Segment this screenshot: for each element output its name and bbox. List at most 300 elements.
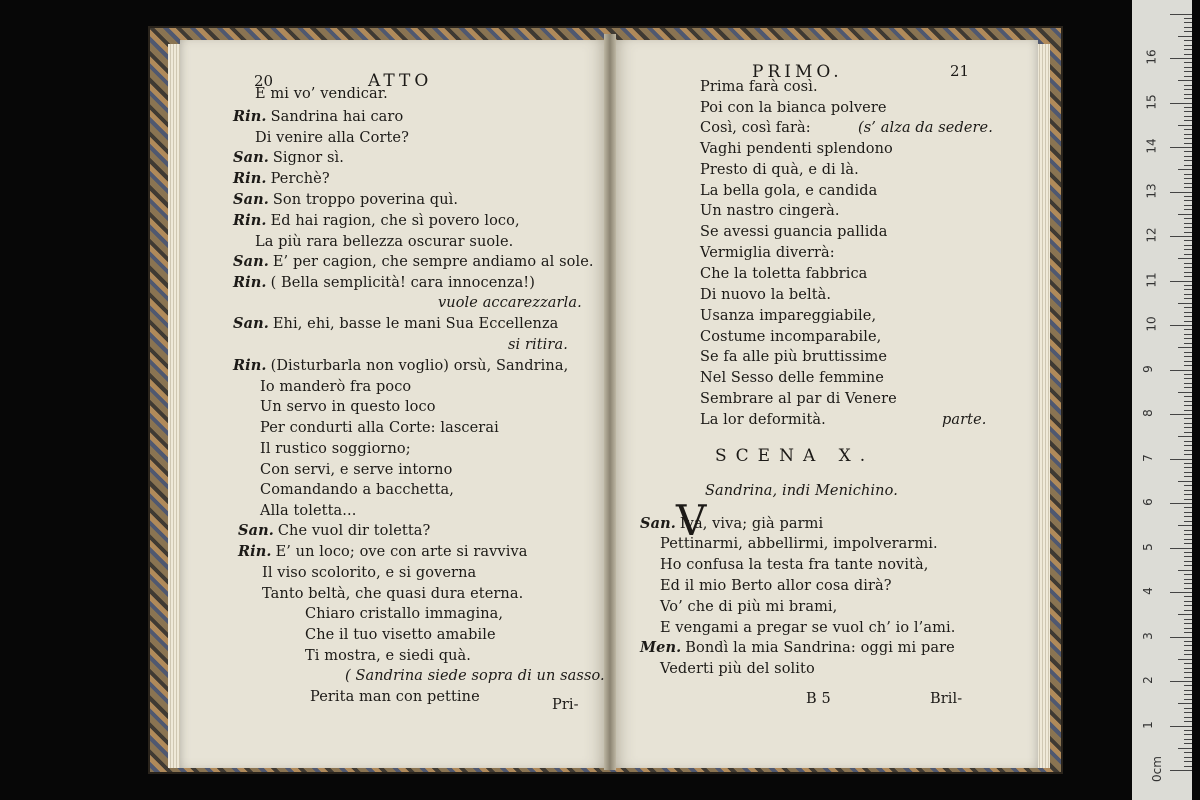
left-catchword: Pri- bbox=[552, 697, 579, 713]
ruler-tick bbox=[1184, 579, 1192, 580]
verse-line bbox=[660, 619, 955, 637]
ruler-tick bbox=[1170, 236, 1192, 237]
line-text: E’ per cagion, che sempre andiamo al sole. bbox=[272, 254, 594, 270]
ruler-label: 7 bbox=[1140, 453, 1155, 462]
line-text: (Disturbarla non voglio) orsù, Sandrina, bbox=[270, 358, 569, 374]
verse-line bbox=[305, 626, 496, 644]
verse-line bbox=[238, 522, 430, 540]
ruler-tick bbox=[1184, 588, 1192, 589]
ruler-tick bbox=[1184, 54, 1192, 55]
ruler-tick bbox=[1184, 628, 1192, 629]
ruler-tick bbox=[1184, 556, 1192, 557]
stage-direction bbox=[942, 411, 986, 429]
line-text: Costume incomparabile, bbox=[700, 329, 882, 345]
stage-direction bbox=[345, 667, 605, 685]
ruler-tick bbox=[1184, 499, 1192, 500]
speaker-label: San. bbox=[640, 515, 676, 532]
ruler-tick bbox=[1178, 169, 1192, 170]
line-text: E mi vo’ vendicar. bbox=[255, 86, 388, 102]
ruler-tick bbox=[1184, 396, 1192, 397]
verse-line bbox=[233, 253, 594, 271]
verse-line bbox=[260, 398, 436, 416]
verse-line bbox=[660, 660, 815, 678]
left-page-number: 20 bbox=[254, 72, 274, 90]
ruler-tick bbox=[1184, 223, 1192, 224]
ruler-tick bbox=[1184, 690, 1192, 691]
ruler-tick bbox=[1170, 637, 1192, 638]
verse-line bbox=[260, 502, 356, 520]
verse-line bbox=[233, 108, 403, 126]
line-text: Il viso scolorito, e si governa bbox=[262, 565, 477, 581]
speaker-label: San. bbox=[233, 149, 269, 166]
line-text: Di venire alla Corte? bbox=[255, 130, 409, 146]
line-text: Sandrina hai caro bbox=[270, 109, 404, 125]
ruler-tick bbox=[1184, 752, 1192, 753]
ruler-tick bbox=[1184, 717, 1192, 718]
ruler-tick bbox=[1184, 31, 1192, 32]
ruler-tick bbox=[1184, 321, 1192, 322]
ruler-tick bbox=[1184, 138, 1192, 139]
ruler-tick bbox=[1184, 743, 1192, 744]
ruler-tick bbox=[1184, 285, 1192, 286]
ruler-tick bbox=[1184, 685, 1192, 686]
ruler-tick bbox=[1178, 525, 1192, 526]
ruler-tick bbox=[1178, 36, 1192, 37]
verse-line bbox=[700, 369, 884, 387]
ruler-tick bbox=[1184, 62, 1192, 63]
ruler-tick bbox=[1184, 401, 1192, 402]
ruler-tick bbox=[1184, 107, 1192, 108]
verse-line bbox=[255, 129, 409, 147]
ruler-tick bbox=[1170, 548, 1192, 549]
ruler-tick bbox=[1184, 467, 1192, 468]
ruler-tick bbox=[1184, 610, 1192, 611]
ruler-tick bbox=[1184, 641, 1192, 642]
ruler-tick bbox=[1170, 681, 1192, 682]
ruler-tick bbox=[1184, 494, 1192, 495]
ruler-tick bbox=[1184, 534, 1192, 535]
line-text: Ho confusa la testa fra tante novità, bbox=[660, 557, 929, 573]
ruler-tick bbox=[1170, 281, 1192, 282]
verse-line bbox=[700, 390, 897, 408]
ruler-tick bbox=[1184, 677, 1192, 678]
verse-line bbox=[640, 639, 955, 657]
left-running-head: ATTO bbox=[368, 71, 433, 91]
verse-line bbox=[260, 378, 411, 396]
line-text: La più rara bellezza oscurar suole. bbox=[255, 234, 514, 250]
drop-capital: V bbox=[676, 496, 707, 545]
ruler-tick bbox=[1184, 521, 1192, 522]
ruler-tick bbox=[1184, 596, 1192, 597]
ruler-label: 1 bbox=[1140, 720, 1155, 729]
verse-line bbox=[700, 223, 888, 241]
ruler-tick bbox=[1184, 472, 1192, 473]
speaker-label: Rin. bbox=[233, 274, 267, 291]
line-text: E vengami a pregar se vuol ch’ io l’ami. bbox=[660, 620, 956, 636]
scene-persons: Sandrina, indi Menichino. bbox=[705, 483, 898, 499]
ruler-tick bbox=[1184, 507, 1192, 508]
line-text: Che vuol dir toletta? bbox=[277, 523, 431, 539]
ruler-tick bbox=[1184, 694, 1192, 695]
ruler-tick bbox=[1184, 129, 1192, 130]
ruler-tick bbox=[1170, 370, 1192, 371]
ruler-tick bbox=[1184, 463, 1192, 464]
ruler-tick bbox=[1184, 294, 1192, 295]
line-text: Ti mostra, e siedi quà. bbox=[305, 648, 472, 664]
ruler-tick bbox=[1184, 267, 1192, 268]
ruler-tick bbox=[1184, 423, 1192, 424]
stage-direction bbox=[438, 294, 582, 312]
line-text: parte. bbox=[942, 412, 987, 428]
ruler-tick bbox=[1170, 414, 1192, 415]
ruler-tick bbox=[1184, 263, 1192, 264]
stage-direction bbox=[508, 336, 568, 354]
speaker-label: Rin. bbox=[233, 170, 267, 187]
ruler-label: 14 bbox=[1144, 138, 1159, 154]
line-text: Vermiglia diverrà: bbox=[700, 245, 835, 261]
ruler-tick bbox=[1184, 120, 1192, 121]
verse-line bbox=[255, 85, 388, 103]
ruler-tick bbox=[1178, 748, 1192, 749]
ruler-tick bbox=[1184, 45, 1192, 46]
ruler-tick bbox=[1170, 58, 1192, 59]
verse-line bbox=[700, 202, 840, 220]
verse-line bbox=[262, 585, 523, 603]
verse-line bbox=[700, 265, 867, 283]
ruler-tick bbox=[1184, 654, 1192, 655]
line-text: Così, così farà: bbox=[700, 120, 811, 136]
ruler-tick bbox=[1184, 410, 1192, 411]
verse-line bbox=[260, 419, 499, 437]
ruler-tick bbox=[1184, 94, 1192, 95]
ruler-tick bbox=[1184, 712, 1192, 713]
speaker-label: Rin. bbox=[238, 543, 272, 560]
line-text: Ehi, ehi, basse le mani Sua Eccellenza bbox=[272, 316, 559, 332]
ruler-tick bbox=[1184, 187, 1192, 188]
ruler-tick bbox=[1184, 374, 1192, 375]
ruler-tick bbox=[1184, 67, 1192, 68]
ruler-tick bbox=[1170, 770, 1192, 771]
ruler-tick bbox=[1184, 196, 1192, 197]
ruler-tick bbox=[1178, 303, 1192, 304]
line-text: Sembrare al par di Venere bbox=[700, 391, 897, 407]
ruler-tick bbox=[1184, 699, 1192, 700]
verse-line bbox=[233, 170, 330, 188]
ruler-tick bbox=[1178, 258, 1192, 259]
ruler-tick bbox=[1170, 147, 1192, 148]
speaker-label: San. bbox=[233, 253, 269, 270]
ruler-tick bbox=[1184, 156, 1192, 157]
line-text: Signor sì. bbox=[272, 150, 345, 166]
verse-line bbox=[700, 411, 826, 429]
ruler-tick bbox=[1178, 125, 1192, 126]
ruler-tick bbox=[1184, 605, 1192, 606]
verse-line bbox=[700, 286, 831, 304]
ruler-label: 11 bbox=[1144, 271, 1159, 288]
ruler-tick bbox=[1184, 721, 1192, 722]
ruler-tick bbox=[1184, 663, 1192, 664]
line-text: Tanto beltà, che quasi dura eterna. bbox=[262, 586, 524, 602]
ruler-tick bbox=[1184, 623, 1192, 624]
ruler-tick bbox=[1184, 766, 1192, 767]
ruler-label: 4 bbox=[1140, 587, 1155, 595]
verse-line bbox=[700, 307, 876, 325]
ruler-tick bbox=[1184, 761, 1192, 762]
line-text: La bella gola, e candida bbox=[700, 183, 878, 199]
ruler-tick bbox=[1184, 530, 1192, 531]
ruler-tick bbox=[1184, 143, 1192, 144]
verse-line bbox=[255, 233, 513, 251]
verse-line bbox=[700, 99, 887, 117]
speaker-label: Rin. bbox=[233, 212, 267, 229]
verse-line bbox=[660, 577, 892, 595]
ruler-tick bbox=[1184, 565, 1192, 566]
line-text: E’ un loco; ove con arte si ravviva bbox=[275, 544, 528, 560]
ruler-tick bbox=[1178, 481, 1192, 482]
ruler-tick bbox=[1184, 338, 1192, 339]
line-text: Prima farà così. bbox=[700, 79, 818, 95]
ruler-tick bbox=[1184, 205, 1192, 206]
ruler-tick bbox=[1184, 98, 1192, 99]
ruler-tick bbox=[1184, 708, 1192, 709]
ruler-label: 16 bbox=[1144, 49, 1159, 65]
line-text: Son troppo poverina quì. bbox=[272, 192, 459, 208]
ruler-label: 0cm bbox=[1149, 756, 1164, 782]
ruler-tick bbox=[1170, 726, 1192, 727]
line-text: Il rustico soggiorno; bbox=[260, 441, 411, 457]
line-text: Se fa alle più bruttissime bbox=[700, 349, 888, 365]
verse-line bbox=[305, 605, 503, 623]
ruler-tick bbox=[1184, 209, 1192, 210]
ruler-tick bbox=[1184, 307, 1192, 308]
ruler-tick bbox=[1184, 289, 1192, 290]
ruler-tick bbox=[1184, 539, 1192, 540]
measurement-ruler bbox=[1132, 0, 1192, 800]
ruler-tick bbox=[1184, 183, 1192, 184]
ruler-tick bbox=[1184, 650, 1192, 651]
line-text: Perita man con pettine bbox=[310, 689, 480, 705]
ruler-tick bbox=[1184, 619, 1192, 620]
ruler-tick bbox=[1170, 459, 1192, 460]
ruler-tick bbox=[1184, 276, 1192, 277]
line-text: Di nuovo la beltà. bbox=[700, 287, 832, 303]
ruler-label: 9 bbox=[1140, 364, 1155, 373]
verse-line bbox=[260, 481, 454, 499]
ruler-tick bbox=[1184, 76, 1192, 77]
verse-line bbox=[233, 191, 458, 209]
ruler-tick bbox=[1184, 427, 1192, 428]
ruler-tick bbox=[1184, 174, 1192, 175]
ruler-tick bbox=[1170, 592, 1192, 593]
ruler-tick bbox=[1178, 214, 1192, 215]
verse-line bbox=[310, 688, 480, 706]
ruler-tick bbox=[1184, 160, 1192, 161]
ruler-tick bbox=[1184, 89, 1192, 90]
ruler-tick bbox=[1184, 454, 1192, 455]
ruler-tick bbox=[1184, 316, 1192, 317]
ruler-label: 2 bbox=[1140, 676, 1155, 684]
scene-heading: SCENA X. bbox=[715, 446, 875, 466]
verse-line bbox=[640, 515, 823, 533]
verse-line bbox=[260, 461, 452, 479]
ruler-tick bbox=[1170, 325, 1192, 326]
speaker-label: San. bbox=[233, 191, 269, 208]
verse-line bbox=[260, 440, 411, 458]
ruler-tick bbox=[1184, 227, 1192, 228]
ruler-label: 3 bbox=[1140, 631, 1155, 640]
ruler-tick bbox=[1184, 378, 1192, 379]
ruler-label: 13 bbox=[1144, 182, 1159, 199]
ruler-tick bbox=[1184, 218, 1192, 219]
ruler-tick bbox=[1184, 18, 1192, 19]
line-text: Se avessi guancia pallida bbox=[700, 224, 888, 240]
stage-direction bbox=[858, 119, 993, 137]
ruler-tick bbox=[1184, 111, 1192, 112]
ruler-tick bbox=[1184, 561, 1192, 562]
ruler-tick bbox=[1184, 485, 1192, 486]
line-text: Per condurti alla Corte: lascerai bbox=[260, 420, 499, 436]
line-text: ( Bella semplicità! cara innocenza!) bbox=[270, 275, 535, 291]
ruler-tick bbox=[1184, 27, 1192, 28]
ruler-tick bbox=[1184, 601, 1192, 602]
ruler-tick bbox=[1184, 757, 1192, 758]
verse-line bbox=[233, 315, 558, 333]
line-text: Ed il mio Berto allor cosa dirà? bbox=[660, 578, 892, 594]
verse-line bbox=[238, 543, 528, 561]
ruler-tick bbox=[1184, 240, 1192, 241]
verse-line bbox=[700, 161, 859, 179]
line-text: Vederti più del solito bbox=[660, 661, 815, 677]
ruler-tick bbox=[1184, 356, 1192, 357]
verse-line bbox=[233, 274, 535, 292]
ruler-tick bbox=[1184, 22, 1192, 23]
line-text: Pettinarmi, abbellirmi, impolverarmi. bbox=[660, 536, 938, 552]
verse-line bbox=[233, 357, 568, 375]
ruler-label: 8 bbox=[1140, 409, 1155, 417]
ruler-tick bbox=[1178, 659, 1192, 660]
line-text: Vaghi pendenti splendono bbox=[700, 141, 893, 157]
line-text: Presto di quà, e di là. bbox=[700, 162, 859, 178]
ruler-tick bbox=[1184, 730, 1192, 731]
ruler-tick bbox=[1184, 512, 1192, 513]
ruler-tick bbox=[1184, 361, 1192, 362]
ruler-tick bbox=[1184, 632, 1192, 633]
verse-line bbox=[700, 140, 893, 158]
line-text: Chiaro cristallo immagina, bbox=[305, 606, 504, 622]
line-text: Perchè? bbox=[270, 171, 330, 187]
ruler-tick bbox=[1178, 80, 1192, 81]
right-running-head: PRIMO. bbox=[752, 62, 843, 82]
speaker-label: San. bbox=[233, 315, 269, 332]
line-text: La lor deformità. bbox=[700, 412, 826, 428]
ruler-tick bbox=[1184, 116, 1192, 117]
ruler-tick bbox=[1184, 574, 1192, 575]
verse-line bbox=[233, 212, 520, 230]
verse-line bbox=[700, 119, 811, 137]
ruler-label: 5 bbox=[1140, 542, 1155, 551]
ruler-tick bbox=[1184, 151, 1192, 152]
ruler-label: 12 bbox=[1144, 227, 1159, 243]
line-text: Un servo in questo loco bbox=[260, 399, 436, 415]
ruler-tick bbox=[1184, 739, 1192, 740]
line-text: vuole accarezzarla. bbox=[438, 295, 582, 311]
ruler-tick bbox=[1184, 343, 1192, 344]
line-text: Ed hai ragion, che sì povero loco, bbox=[270, 213, 520, 229]
ruler-tick bbox=[1184, 40, 1192, 41]
line-text: Che la toletta fabbrica bbox=[700, 266, 868, 282]
ruler-tick bbox=[1184, 232, 1192, 233]
ruler-tick bbox=[1178, 570, 1192, 571]
line-text: Vo’ che di più mi brami, bbox=[660, 599, 838, 615]
ruler-tick bbox=[1184, 418, 1192, 419]
line-text: si ritira. bbox=[508, 337, 568, 353]
ruler-tick bbox=[1184, 490, 1192, 491]
verse-line bbox=[700, 78, 818, 96]
line-text: Usanza impareggiabile, bbox=[700, 308, 877, 324]
ruler-tick bbox=[1184, 543, 1192, 544]
ruler-tick bbox=[1184, 312, 1192, 313]
speaker-label: Men. bbox=[640, 639, 682, 656]
ruler-tick bbox=[1184, 734, 1192, 735]
right-page-number: 21 bbox=[950, 62, 970, 80]
line-text: Che il tuo visetto amabile bbox=[305, 627, 496, 643]
ruler-tick bbox=[1184, 352, 1192, 353]
speaker-label: Rin. bbox=[233, 357, 267, 374]
ruler-tick bbox=[1184, 298, 1192, 299]
line-text: Bondì la mia Sandrina: oggi mi pare bbox=[685, 640, 955, 656]
ruler-label: 6 bbox=[1140, 498, 1155, 506]
ruler-tick bbox=[1184, 178, 1192, 179]
ruler-tick bbox=[1170, 14, 1192, 15]
verse-line bbox=[233, 149, 344, 167]
signature-mark: B 5 bbox=[806, 691, 831, 707]
verse-line bbox=[305, 647, 471, 665]
ruler-tick bbox=[1184, 200, 1192, 201]
verse-line bbox=[262, 564, 476, 582]
ruler-tick bbox=[1184, 365, 1192, 366]
ruler-tick bbox=[1184, 71, 1192, 72]
line-text: Nel Sesso delle femmine bbox=[700, 370, 884, 386]
ruler-tick bbox=[1184, 645, 1192, 646]
ruler-tick bbox=[1184, 387, 1192, 388]
ruler-tick bbox=[1184, 476, 1192, 477]
ruler-tick bbox=[1178, 436, 1192, 437]
ruler-label: 15 bbox=[1144, 93, 1159, 110]
ruler-tick bbox=[1184, 254, 1192, 255]
ruler-tick bbox=[1178, 614, 1192, 615]
line-text: ( Sandrina siede sopra di un sasso. bbox=[345, 668, 605, 684]
ruler-tick bbox=[1184, 272, 1192, 273]
verse-line bbox=[700, 244, 835, 262]
ruler-tick bbox=[1184, 49, 1192, 50]
line-text: Con servi, e serve intorno bbox=[260, 462, 453, 478]
verse-line bbox=[660, 556, 928, 574]
line-text: (s’ alza da sedere. bbox=[858, 120, 993, 136]
speaker-label: San. bbox=[238, 522, 274, 539]
ruler-tick bbox=[1184, 668, 1192, 669]
line-text: Io manderò fra poco bbox=[260, 379, 412, 395]
ruler-tick bbox=[1184, 445, 1192, 446]
ruler-tick bbox=[1184, 334, 1192, 335]
line-text: Comandando a bacchetta, bbox=[260, 482, 454, 498]
page-edges-right bbox=[1036, 44, 1050, 768]
ruler-tick bbox=[1184, 383, 1192, 384]
ruler-tick bbox=[1184, 165, 1192, 166]
ruler-tick bbox=[1184, 85, 1192, 86]
ruler-tick bbox=[1170, 103, 1192, 104]
ruler-tick bbox=[1178, 703, 1192, 704]
verse-line bbox=[700, 328, 881, 346]
